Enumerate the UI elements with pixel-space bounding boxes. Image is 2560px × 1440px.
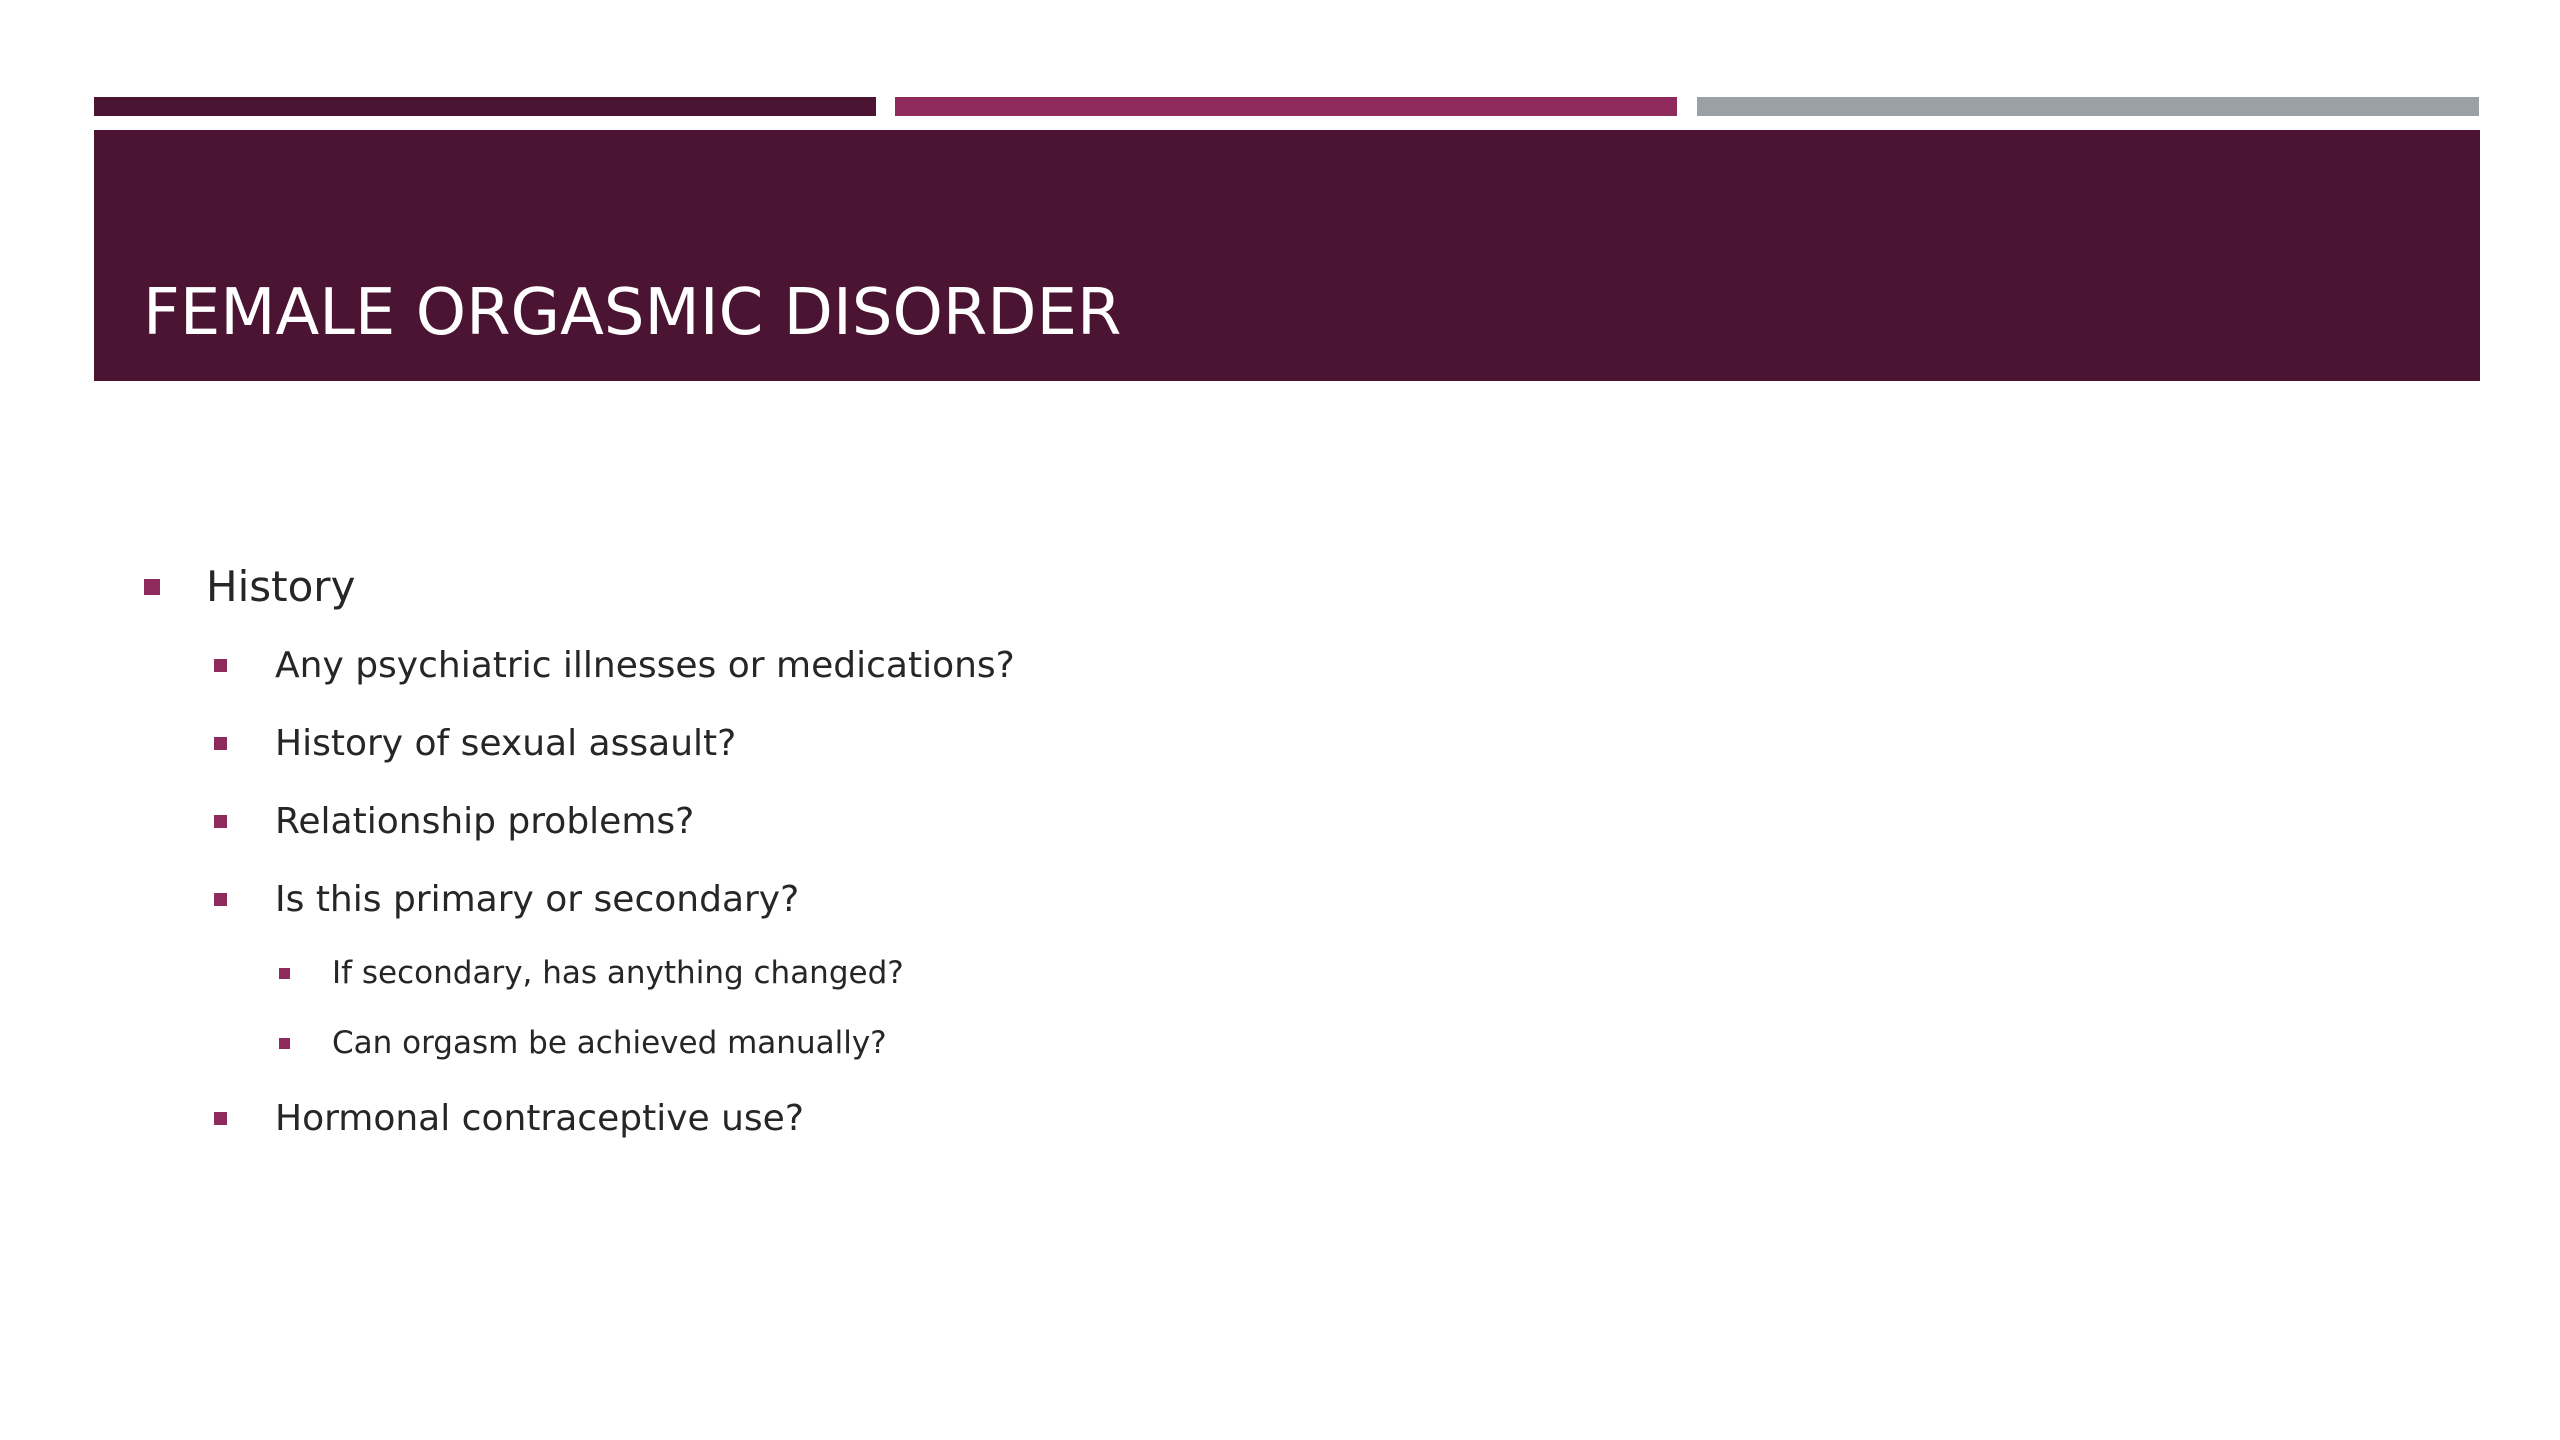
bullet-text: Is this primary or secondary? bbox=[275, 879, 800, 920]
square-bullet-icon bbox=[214, 659, 227, 672]
square-bullet-icon bbox=[279, 968, 290, 979]
square-bullet-icon bbox=[214, 815, 227, 828]
slide-title: FEMALE ORGASMIC DISORDER bbox=[143, 276, 1122, 350]
square-bullet-icon bbox=[214, 1112, 227, 1125]
bullet-text: Any psychiatric illnesses or medications? bbox=[275, 645, 1015, 686]
bullet-text: History of sexual assault? bbox=[275, 723, 737, 764]
bullet-text: If secondary, has anything changed? bbox=[332, 955, 904, 991]
square-bullet-icon bbox=[279, 1038, 290, 1049]
bullet-text: History bbox=[206, 562, 356, 611]
square-bullet-icon bbox=[214, 737, 227, 750]
square-bullet-icon bbox=[144, 579, 160, 595]
bullet-text: Relationship problems? bbox=[275, 801, 695, 842]
bullet-text: Can orgasm be achieved manually? bbox=[332, 1025, 887, 1061]
square-bullet-icon bbox=[214, 893, 227, 906]
bullet-text: Hormonal contraceptive use? bbox=[275, 1098, 804, 1139]
